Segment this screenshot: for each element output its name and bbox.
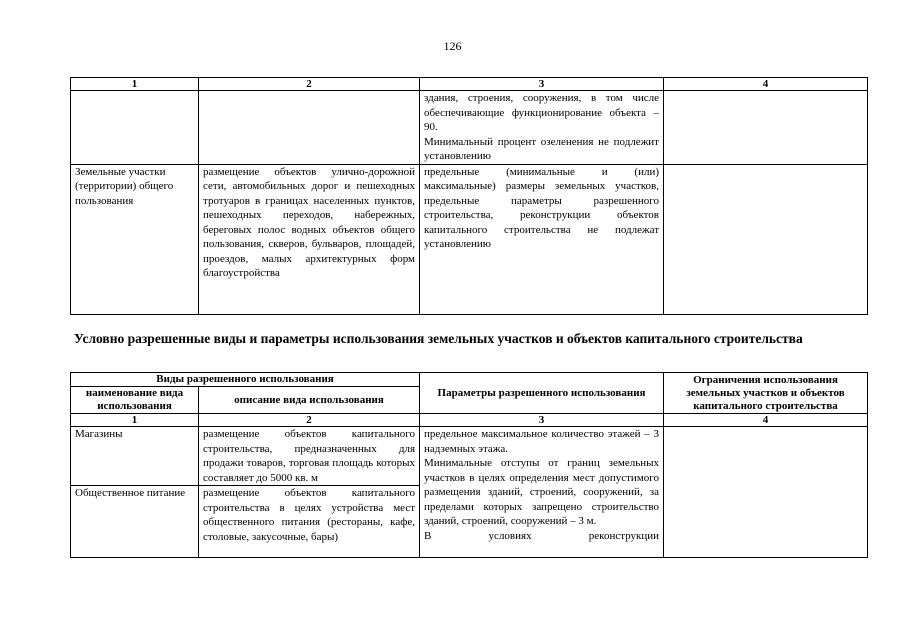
conditional-uses-table: [70, 372, 868, 558]
column-number: 3: [420, 414, 664, 427]
table-row: [71, 427, 868, 486]
use-name-cell: Общественное питание: [71, 486, 199, 558]
column-number: 4: [664, 414, 868, 427]
parameters-cell: [420, 164, 664, 314]
column-number: 1: [71, 414, 199, 427]
section-title: Условно разрешенные виды и параметры использования земельных участков и объектов капитального строительства: [74, 331, 803, 346]
parameters-text: Минимальный процент озеленения не подлежит установлению: [424, 135, 659, 162]
header-restrictions: Ограничения использования земельных участков и объектов капитального строительства: [664, 373, 868, 414]
page-number: 126: [443, 39, 462, 53]
header-use-name: наименование вида использования: [71, 387, 199, 414]
header-row: [71, 373, 868, 387]
use-description-cell: размещение объектов улично-дорожной сети, автомобильных дорог и пешеходных тротуаров в границах населенных пунктов, пешеходных переходов, набережных, береговых полос водных объектов общего пользования, скверов, бульваров, площадей, проездов, малых архитектурных форм благоустройства: [199, 164, 420, 314]
parameters-text: В условиях реконструкции: [424, 529, 660, 542]
column-number: 1: [71, 78, 199, 91]
column-number-row: [71, 414, 868, 427]
column-number: 2: [199, 78, 420, 91]
table-row: [71, 91, 868, 165]
header-parameters: Параметры разрешенного использования: [420, 373, 664, 414]
use-name-cell: [71, 91, 199, 165]
parameters-text: предельные (минимальные и (или) максимальные) размеры земельных участков, предельные параметры разрешенного строительства, реконструкции объектов капитального строительства не подлежат установлению: [424, 165, 659, 250]
use-description-cell: размещение объектов капитального строительства, предназначенных для продажи товаров, торговая площадь которых составляет до 5000 кв. м: [199, 427, 420, 486]
parameters-text: предельное максимальное количество этажей – 3 надземных этажа.: [424, 428, 660, 455]
parameters-cell: [420, 91, 664, 165]
parameters-text: здания, строения, сооружения, в том числе обеспечивающие функционирование объекта – 90.: [424, 92, 659, 133]
column-number: 2: [199, 414, 420, 427]
parameters-cell: [420, 427, 664, 558]
column-number-row: [71, 78, 868, 91]
use-description-cell: [199, 91, 420, 165]
restrictions-cell: [664, 164, 868, 314]
table-row: [71, 164, 868, 314]
parameters-text: Минимальные отступы от границ земельных участков в целях определения мест допустимого размещения зданий, строений, сооружений, за пределами которых запрещено строительство зданий, строений, сооружений – 3 м.: [424, 457, 660, 527]
restrictions-cell: [664, 91, 868, 165]
continued-table: [70, 77, 868, 315]
header-use-description: описание вида использования: [199, 387, 420, 414]
column-number: 4: [664, 78, 868, 91]
use-name-cell: Земельные участки (территории) общего пользования: [71, 164, 199, 314]
use-description-cell: размещение объектов капитального строительства в целях устройства мест общественного питания (рестораны, кафе, столовые, закусочные, бары): [199, 486, 420, 558]
restrictions-cell: [664, 427, 868, 558]
use-name-cell: Магазины: [71, 427, 199, 486]
header-use-types: Виды разрешенного использования: [71, 373, 420, 387]
column-number: 3: [420, 78, 664, 91]
